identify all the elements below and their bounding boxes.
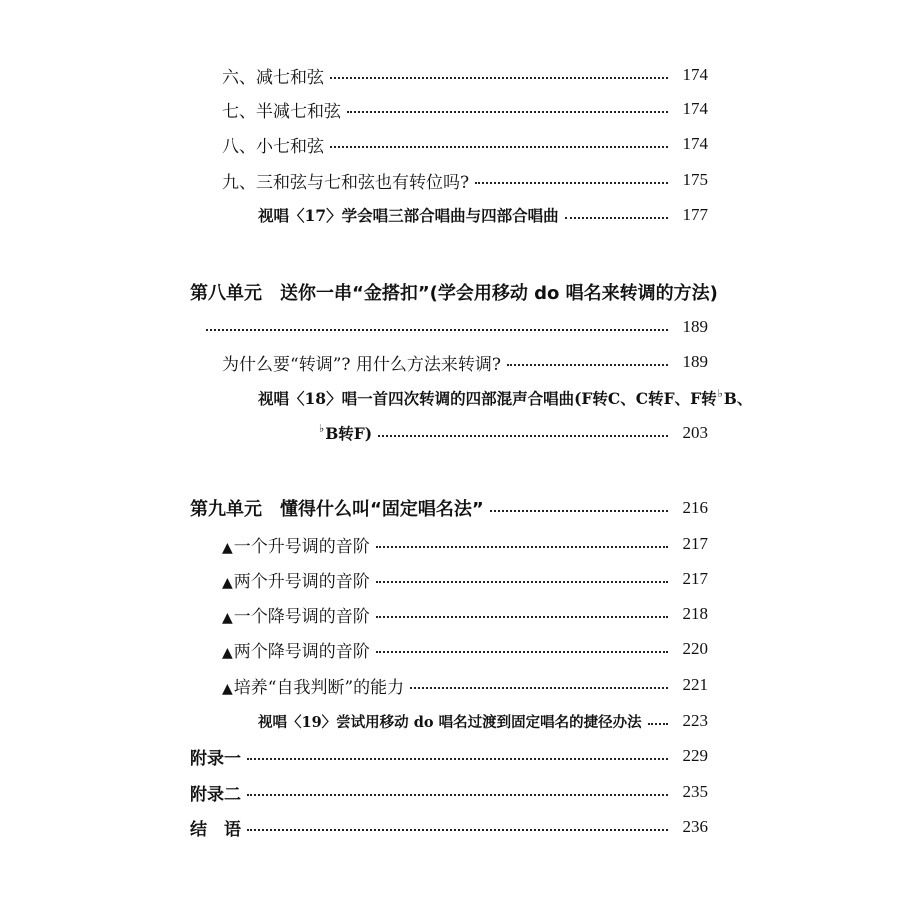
page-number: 223	[682, 711, 708, 730]
page-number: 236	[682, 817, 708, 836]
entry-title: 八、小七和弦	[222, 136, 324, 157]
entry-title: 视唱〈17〉学会唱三部合唱曲与四部合唱曲	[258, 206, 559, 225]
dot-leader	[648, 723, 668, 725]
entry-title: 六、减七和弦	[222, 67, 324, 88]
triangle-icon: ▲	[222, 680, 233, 697]
dot-leader	[247, 829, 668, 831]
page-number: 203	[682, 423, 708, 442]
toc-entry	[222, 131, 708, 157]
unit-title: 第八单元 送你一串“金搭扣”(学会用移动 do 唱名来转调的方法)	[190, 283, 718, 304]
entry-title	[222, 602, 370, 627]
entry-title	[222, 567, 370, 592]
page-number: 174	[682, 134, 708, 153]
page-number: 217	[682, 534, 708, 553]
dot-leader	[376, 616, 668, 618]
toc-entry	[222, 167, 708, 193]
dot-leader	[247, 758, 668, 760]
entry-title: 七、半减七和弦	[222, 101, 341, 122]
toc-entry	[222, 531, 708, 557]
unit-title: 第九单元 懂得什么叫“固定唱名法”	[190, 499, 484, 520]
triangle-icon: ▲	[222, 609, 233, 626]
toc-entry-sight-singing	[258, 708, 708, 734]
entry-title: 附录二	[190, 784, 241, 805]
toc-entry	[222, 566, 708, 592]
toc-appendix	[190, 743, 708, 769]
entry-title: 视唱〈19〉尝试用移动 do 唱名过渡到固定唱名的捷径办法	[258, 713, 642, 731]
entry-title: 结 语	[190, 819, 241, 840]
entry-title: 为什么要“转调”? 用什么方法来转调?	[222, 354, 502, 375]
toc-entry	[222, 349, 708, 375]
page-number: 216	[682, 498, 708, 517]
toc-entry-continuation	[206, 314, 708, 340]
triangle-icon: ▲	[222, 644, 233, 661]
toc-entry	[222, 96, 708, 122]
triangle-icon: ▲	[222, 539, 233, 556]
flat-sign: ♭	[319, 422, 325, 435]
entry-title	[222, 673, 404, 698]
toc-unit-heading	[190, 279, 718, 305]
entry-title: 九、三和弦与七和弦也有转位吗?	[222, 172, 470, 193]
flat-sign: ♭	[717, 387, 723, 400]
entry-title-text: 培养“自我判断”的能力	[233, 677, 405, 698]
dot-leader	[507, 364, 668, 366]
entry-title-text: 一个降号调的音阶	[233, 606, 370, 627]
dot-leader	[378, 435, 668, 437]
entry-title	[222, 637, 370, 662]
entry-title-part: B转F)	[325, 424, 373, 443]
entry-title-text: 两个降号调的音阶	[233, 641, 370, 662]
dot-leader	[490, 510, 668, 512]
entry-title-part: B、	[723, 389, 753, 408]
page-number: 220	[682, 639, 708, 658]
dot-leader	[410, 687, 668, 689]
dot-leader	[330, 77, 668, 79]
dot-leader	[376, 581, 668, 583]
toc-entry	[222, 636, 708, 662]
dot-leader	[376, 546, 668, 548]
entry-title	[318, 422, 372, 444]
dot-leader	[206, 329, 668, 331]
page-number: 189	[682, 317, 708, 336]
page-number: 235	[682, 782, 708, 801]
dot-leader	[330, 146, 668, 148]
toc-entry	[222, 672, 708, 698]
page-number: 218	[682, 604, 708, 623]
toc-unit-heading	[190, 495, 708, 521]
page-number: 221	[682, 675, 708, 694]
page-number: 175	[682, 170, 708, 189]
toc-conclusion	[190, 814, 708, 840]
entry-title	[222, 532, 370, 557]
page-number: 189	[682, 352, 708, 371]
toc-appendix	[190, 779, 708, 805]
page-number: 217	[682, 569, 708, 588]
toc-entry	[222, 601, 708, 627]
page-number: 174	[682, 65, 708, 84]
page-number: 229	[682, 746, 708, 765]
page-number: 177	[682, 205, 708, 224]
entry-title-text: 一个升号调的音阶	[233, 536, 370, 557]
toc-entry-sight-singing	[258, 202, 708, 228]
toc-entry	[222, 62, 708, 88]
triangle-icon: ▲	[222, 574, 233, 591]
toc-entry-sight-singing	[258, 385, 753, 411]
dot-leader	[565, 217, 668, 219]
page-number: 174	[682, 99, 708, 118]
entry-title: 附录一	[190, 748, 241, 769]
entry-title	[258, 387, 752, 409]
dot-leader	[347, 111, 668, 113]
entry-title-text: 两个升号调的音阶	[233, 571, 370, 592]
dot-leader	[475, 182, 668, 184]
toc-entry-continuation	[318, 420, 708, 446]
dot-leader	[247, 794, 668, 796]
dot-leader	[376, 651, 668, 653]
entry-title-part: 视唱〈18〉唱一首四次转调的四部混声合唱曲(F转C、C转F、F转	[258, 389, 717, 408]
